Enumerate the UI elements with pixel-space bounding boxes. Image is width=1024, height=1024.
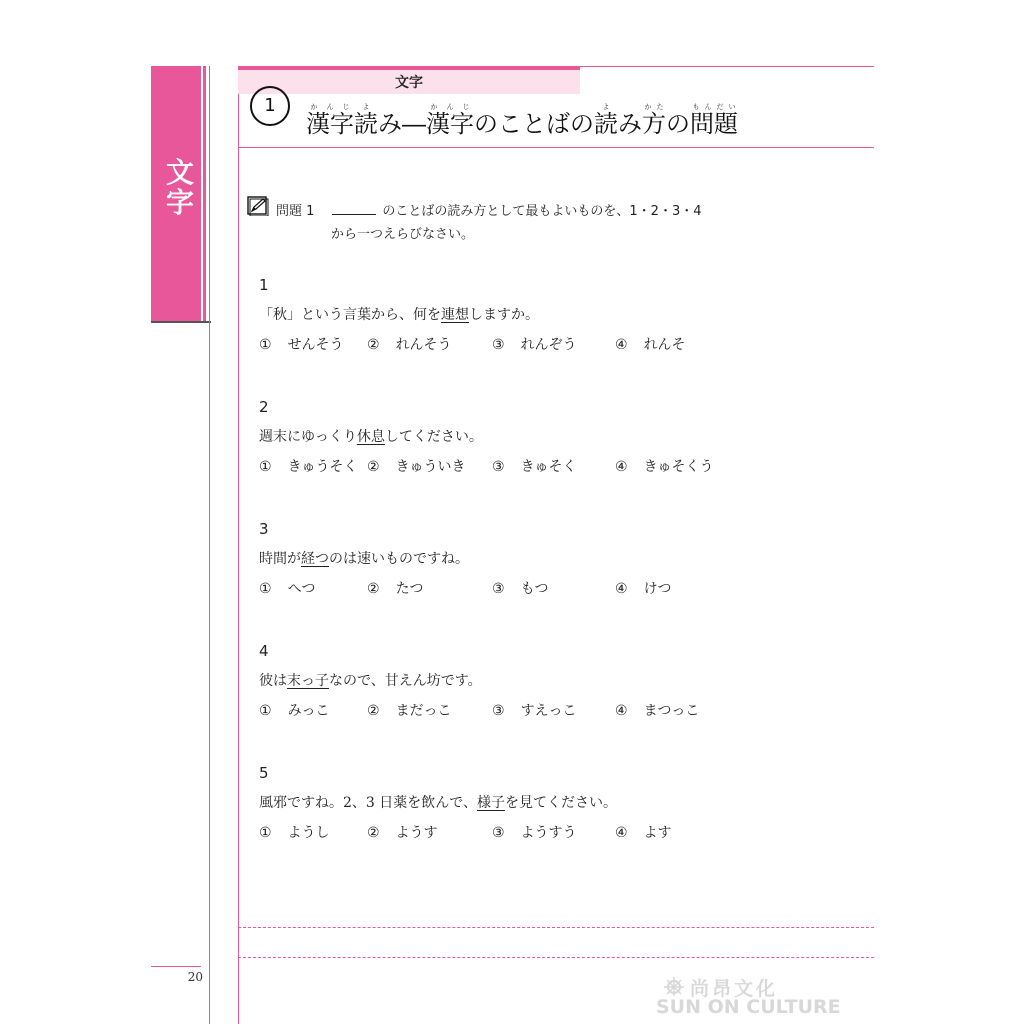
question-sentence: 「秋」という言葉から、何を連想しますか。 xyxy=(259,307,539,323)
underlined-target-word: 様子 xyxy=(476,795,505,811)
answer-option: ③ きゅそく xyxy=(492,459,577,475)
question-sentence: 時間が経つのは速いものですね。 xyxy=(259,551,469,567)
chapter-tab-char: 字 xyxy=(165,186,194,219)
title-text-segment: み xyxy=(618,110,642,138)
answer-option: ② まだっこ xyxy=(367,703,452,719)
answer-option: ③ ようすう xyxy=(492,825,577,841)
margin-rule-left xyxy=(209,66,210,1024)
margin-rule-right xyxy=(238,66,239,1024)
answer-option: ① ようし xyxy=(259,825,330,841)
pencil-icon xyxy=(247,196,269,216)
watermark-logo-icon xyxy=(662,976,686,996)
title-ruby-segment: 方かた xyxy=(642,103,666,138)
answer-option: ④ れんそ xyxy=(615,337,686,353)
page-number: 20 xyxy=(187,970,203,984)
answer-option: ① みっこ xyxy=(259,703,330,719)
answer-option: ③ もつ xyxy=(492,581,549,597)
question-number: 3 xyxy=(259,520,269,538)
title-ruby-segment: 問題もんだい xyxy=(690,103,738,138)
underlined-target-word: 経つ xyxy=(301,551,329,567)
watermark-chinese: 尚昂文化 xyxy=(690,978,779,1000)
question-sentence: 風邪ですね。2、3 日薬を飲んで、様子を見てください。 xyxy=(259,795,617,811)
dashed-rule xyxy=(238,957,874,958)
dashed-rule xyxy=(238,927,874,928)
answer-option: ④ よす xyxy=(615,825,672,841)
instruction-text-1: のことばの読み方として最もよいものを、1・2・3・4 xyxy=(382,204,702,219)
answer-option: ③ すえっこ xyxy=(492,703,577,719)
answer-option: ④ きゅそくう xyxy=(615,459,714,475)
answer-option: ① きゅうそく xyxy=(259,459,358,475)
blank-underline xyxy=(332,214,376,215)
section-number-badge: 1 xyxy=(250,86,290,126)
answer-option: ④ まつっこ xyxy=(615,703,700,719)
question-number: 1 xyxy=(259,276,269,294)
title-text-segment: のことばの xyxy=(474,110,594,138)
page-number-rule xyxy=(151,966,201,967)
title-ruby-segment: 読よ xyxy=(354,103,378,138)
underlined-target-word: 連想 xyxy=(441,307,469,323)
title-text-segment: の xyxy=(666,110,690,138)
header-band-label: 文字 xyxy=(395,75,423,91)
answer-option: ② たつ xyxy=(367,581,424,597)
title-ruby-segment: 読よ xyxy=(594,103,618,138)
header-bottom-rule xyxy=(238,147,874,148)
instruction-line-2: から一つえらびなさい。 xyxy=(331,227,475,242)
title-ruby-segment: 漢字かんじ xyxy=(306,103,354,138)
chapter-tab-char: 文 xyxy=(165,156,194,189)
answer-option: ② れんそう xyxy=(367,337,452,353)
answer-option: ① せんそう xyxy=(259,337,344,353)
instruction-line-1 xyxy=(276,200,702,219)
instruction-label: 問題 1 xyxy=(276,204,315,219)
section-title xyxy=(306,103,738,139)
watermark-english: SUN ON CULTURE xyxy=(656,996,841,1018)
answer-option: ② ようす xyxy=(367,825,438,841)
chapter-tab-label xyxy=(151,158,209,218)
underlined-target-word: 休息 xyxy=(356,429,385,445)
underlined-target-word: 末っ子 xyxy=(287,673,329,689)
question-sentence: 彼は末っ子なので、甘えん坊です。 xyxy=(259,673,482,689)
answer-option: ① へつ xyxy=(259,581,316,597)
title-ruby-segment: 漢字かんじ xyxy=(426,103,474,138)
title-text-segment: み― xyxy=(378,110,426,138)
answer-option: ③ れんぞう xyxy=(492,337,577,353)
question-sentence: 週末にゆっくり休息してください。 xyxy=(259,429,483,445)
chapter-tab-bottom-rule xyxy=(151,321,211,323)
question-number: 4 xyxy=(259,642,269,660)
question-number: 2 xyxy=(259,398,269,416)
answer-option: ② きゅういき xyxy=(367,459,466,475)
question-number: 5 xyxy=(259,764,269,782)
answer-option: ④ けつ xyxy=(615,581,672,597)
